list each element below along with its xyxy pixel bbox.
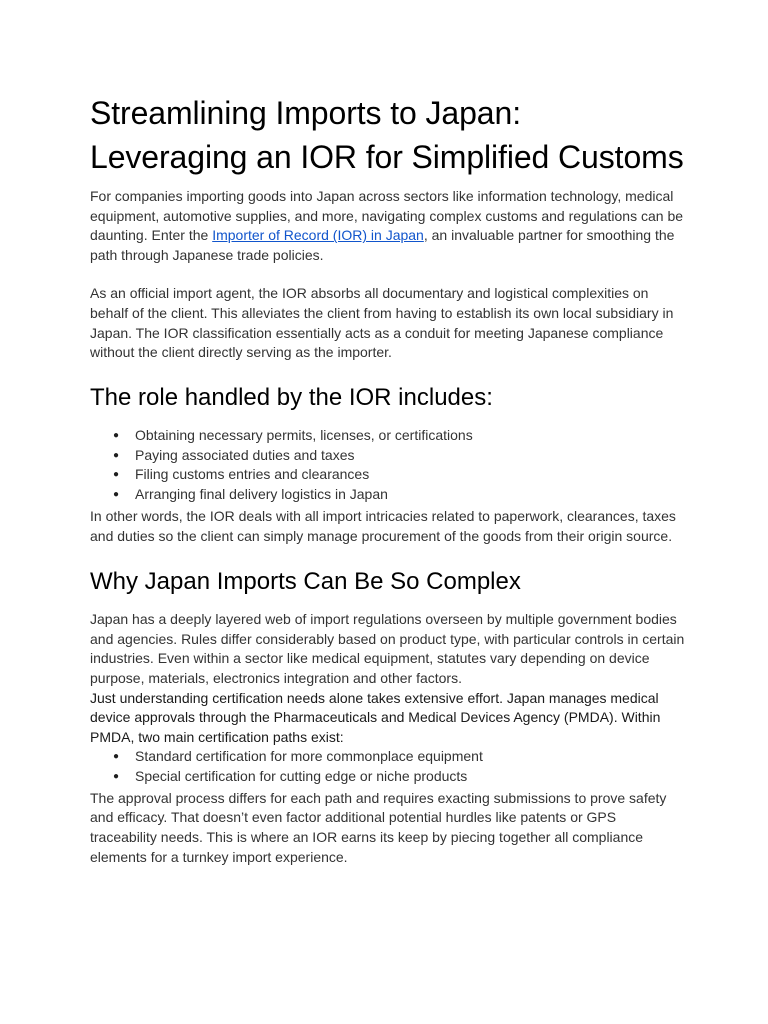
list-item-text: Obtaining necessary permits, licenses, or certifications <box>135 426 473 443</box>
intro-paragraph <box>90 187 686 265</box>
list-item-text: Standard certification for more commonplace equipment <box>135 748 483 765</box>
list-item-text: Paying associated duties and taxes <box>135 446 355 463</box>
importer-of-record-link[interactable]: Importer of Record (IOR) in Japan <box>212 227 424 244</box>
document-body <box>90 91 686 867</box>
japan-complexity-heading: Why Japan Imports Can Be So Complex <box>90 568 521 596</box>
bullet-icon: ● <box>113 771 120 783</box>
list-item <box>90 426 686 446</box>
bullet-icon: ● <box>113 469 120 481</box>
certification-paragraph: Just understanding certification needs alone takes extensive effort. Japan manages medical device approvals through the Pharmaceuticals and Medical Devices Agency (PMDA). Within PMDA, two main certification paths exist: <box>90 689 661 745</box>
certification-paths-list <box>90 747 686 787</box>
intro-text-before-link: For companies importing goods into Japan across sectors like information technology, medical equipment, automotive supplies, and more, navigating complex customs and regulations can be daunting. Enter the <box>90 188 684 244</box>
document-title: Streamlining Imports to Japan: Leveraging an IOR for Simplified Customs <box>90 95 684 175</box>
ior-role-closing-paragraph: In other words, the IOR deals with all import intricacies related to paperwork, clearances, taxes and duties so the client can simply manage procurement of the goods from their origin source. <box>90 507 676 544</box>
bullet-icon: ● <box>113 751 120 763</box>
bullet-icon: ● <box>113 449 120 461</box>
ior-description-paragraph: As an official import agent, the IOR absorbs all documentary and logistical complexities on behalf of the client. This alleviates the client from having to establish its own local subsidiary in Japan. The IOR classification essentially acts as a conduit for meeting Japanese compliance without the client directly serving as the importer. <box>90 285 674 361</box>
ior-role-list <box>90 426 686 505</box>
bullet-icon: ● <box>113 489 120 501</box>
list-item <box>90 767 686 787</box>
list-item-text: Special certification for cutting edge or niche products <box>135 768 468 785</box>
list-item <box>90 485 686 505</box>
ior-role-heading: The role handled by the IOR includes: <box>90 383 493 411</box>
intro-text-after-link: , an invaluable partner for smoothing the path through Japanese trade policies. <box>90 227 675 263</box>
list-item-text: Arranging final delivery logistics in Japan <box>135 486 388 503</box>
list-item <box>90 747 686 767</box>
bullet-icon: ● <box>113 429 120 441</box>
list-item <box>90 446 686 466</box>
list-item-text: Filing customs entries and clearances <box>135 466 370 483</box>
regulations-paragraph: Japan has a deeply layered web of import regulations overseen by multiple government bodies and agencies. Rules differ considerably based on product type, with particular controls in certain industries. Even within a sector like medical equipment, statutes vary depending on device purpose, materials, electronics integration and other factors. <box>90 611 685 686</box>
list-item <box>90 465 686 485</box>
approval-process-paragraph: The approval process differs for each path and requires exacting submissions to prove safety and efficacy. That doesn’t even factor additional potential hurdles like patents or GPS traceability needs. This is where an IOR earns its keep by piecing together all compliance elements for a turnkey import experience. <box>90 789 667 865</box>
